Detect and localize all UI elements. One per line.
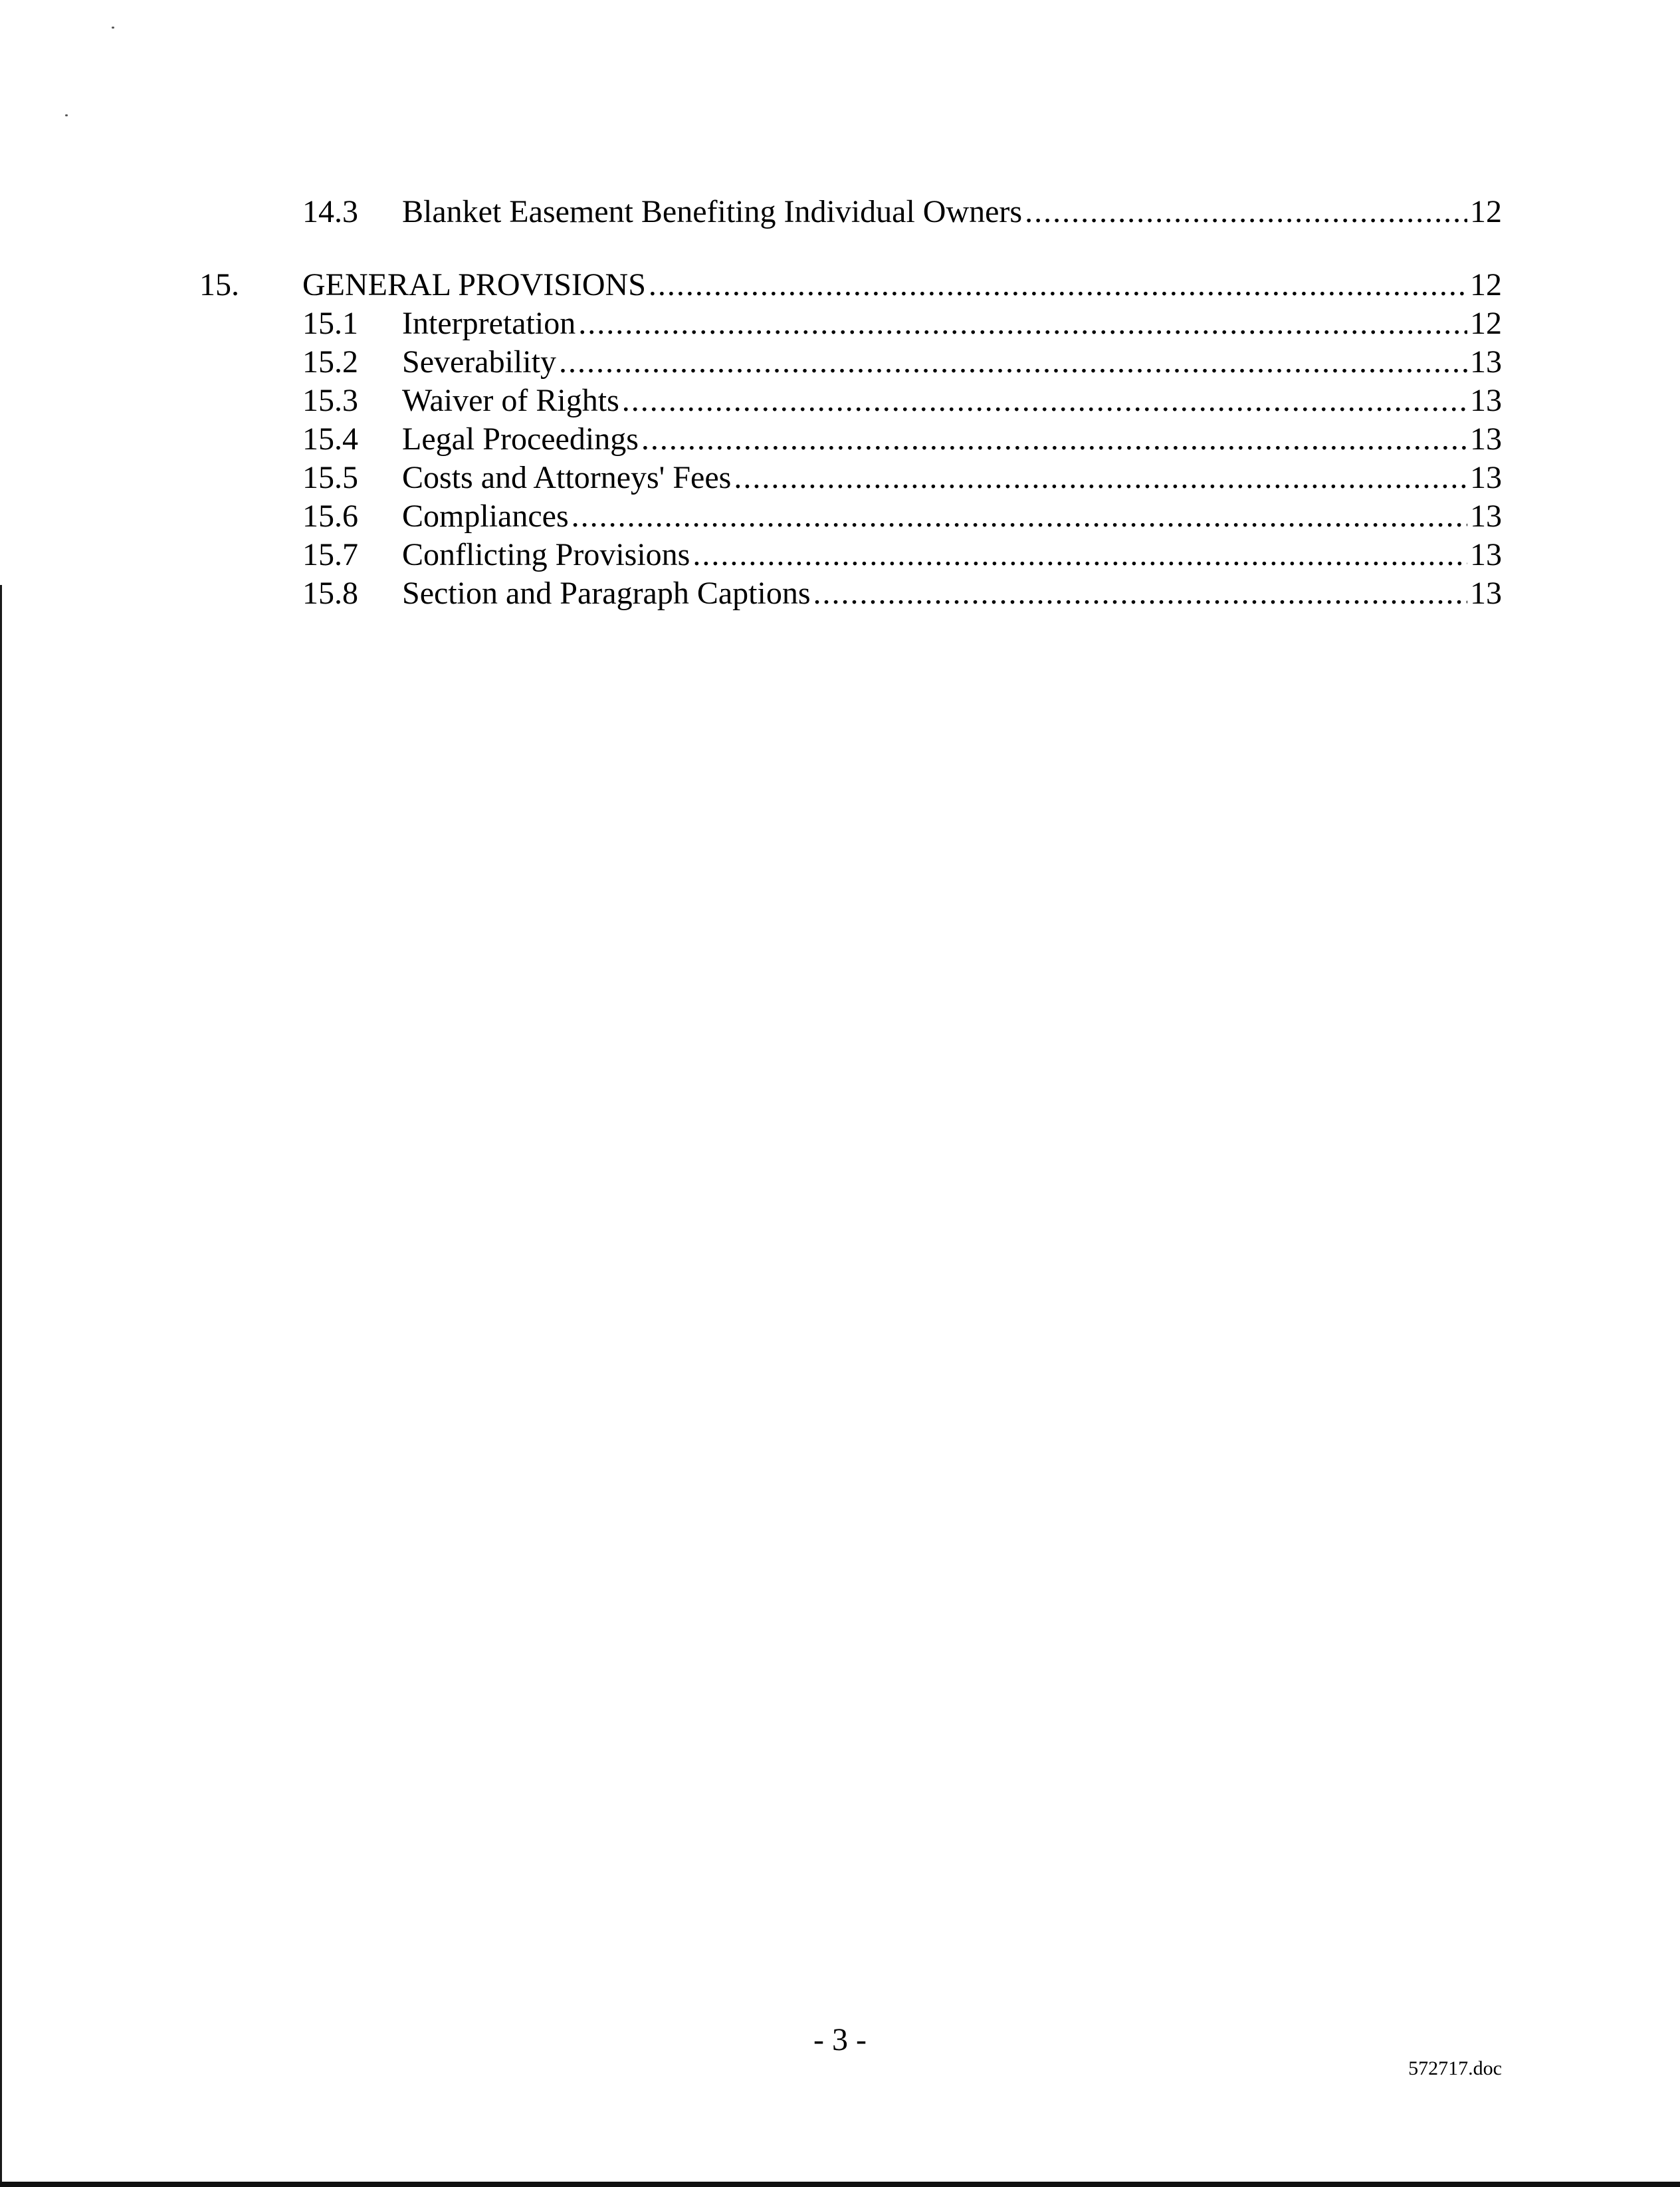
toc-entry-title: Blanket Easement Benefiting Individual Owners bbox=[402, 194, 1023, 229]
toc-entry-number: 15.3 bbox=[302, 383, 358, 418]
toc-entry-page: 13 bbox=[1470, 537, 1502, 572]
toc-entry bbox=[199, 382, 1502, 420]
scan-edge-left bbox=[0, 585, 2, 2187]
toc-section-number: 15. bbox=[199, 267, 239, 302]
toc-entry-page: 13 bbox=[1470, 421, 1502, 457]
toc-entry-number: 15.2 bbox=[302, 344, 358, 380]
toc-entry-number: 14.3 bbox=[302, 194, 358, 229]
toc-entry-title: Severability bbox=[402, 344, 556, 380]
toc-entry bbox=[199, 304, 1502, 343]
toc-entry-title: Interpretation bbox=[402, 306, 576, 341]
toc-entry bbox=[199, 497, 1502, 536]
toc-entry bbox=[199, 193, 1502, 231]
toc-entry-title: Legal Proceedings bbox=[402, 421, 639, 457]
toc-entry-page: 13 bbox=[1470, 460, 1502, 495]
toc-entry-number: 15.8 bbox=[302, 576, 358, 611]
toc-entry-page: 13 bbox=[1470, 344, 1502, 380]
toc-entry-title: Section and Paragraph Captions bbox=[402, 576, 811, 611]
toc-entry-title: Waiver of Rights bbox=[402, 383, 619, 418]
scan-speck bbox=[112, 27, 114, 29]
toc-entry-number: 15.4 bbox=[302, 421, 358, 457]
dot-leader bbox=[622, 382, 1467, 420]
dot-leader bbox=[649, 266, 1467, 304]
scan-speck bbox=[65, 114, 68, 116]
table-of-contents bbox=[199, 193, 1502, 613]
toc-entry bbox=[199, 343, 1502, 382]
dot-leader bbox=[572, 497, 1467, 536]
dot-leader bbox=[813, 574, 1467, 613]
toc-section-entry bbox=[199, 266, 1502, 304]
toc-entry bbox=[199, 536, 1502, 574]
dot-leader bbox=[578, 304, 1467, 343]
toc-entry-title: Conflicting Provisions bbox=[402, 537, 690, 572]
toc-entry-number: 15.5 bbox=[302, 460, 358, 495]
dot-leader bbox=[734, 459, 1467, 497]
toc-entry-number: 15.6 bbox=[302, 499, 358, 534]
toc-entry-page: 12 bbox=[1470, 306, 1502, 341]
dot-leader bbox=[692, 536, 1467, 574]
toc-entry-page: 13 bbox=[1470, 576, 1502, 611]
toc-entry-title: Compliances bbox=[402, 499, 569, 534]
toc-section-title: GENERAL PROVISIONS bbox=[302, 267, 646, 302]
dot-leader bbox=[1025, 193, 1467, 231]
toc-entry bbox=[199, 420, 1502, 459]
toc-entry bbox=[199, 459, 1502, 497]
toc-entry-page: 13 bbox=[1470, 499, 1502, 534]
dot-leader bbox=[559, 343, 1467, 382]
toc-section-page: 12 bbox=[1470, 267, 1502, 302]
toc-entry bbox=[199, 574, 1502, 613]
toc-entry-title: Costs and Attorneys' Fees bbox=[402, 460, 732, 495]
footer-page-number: - 3 - bbox=[813, 2022, 867, 2057]
toc-entry-number: 15.7 bbox=[302, 537, 358, 572]
toc-entry-number: 15.1 bbox=[302, 306, 358, 341]
dot-leader bbox=[641, 420, 1467, 459]
scan-edge-bottom bbox=[0, 2182, 1680, 2187]
toc-entry-page: 13 bbox=[1470, 383, 1502, 418]
footer-doc-id: 572717.doc bbox=[1408, 2057, 1502, 2079]
toc-entry-page: 12 bbox=[1470, 194, 1502, 229]
